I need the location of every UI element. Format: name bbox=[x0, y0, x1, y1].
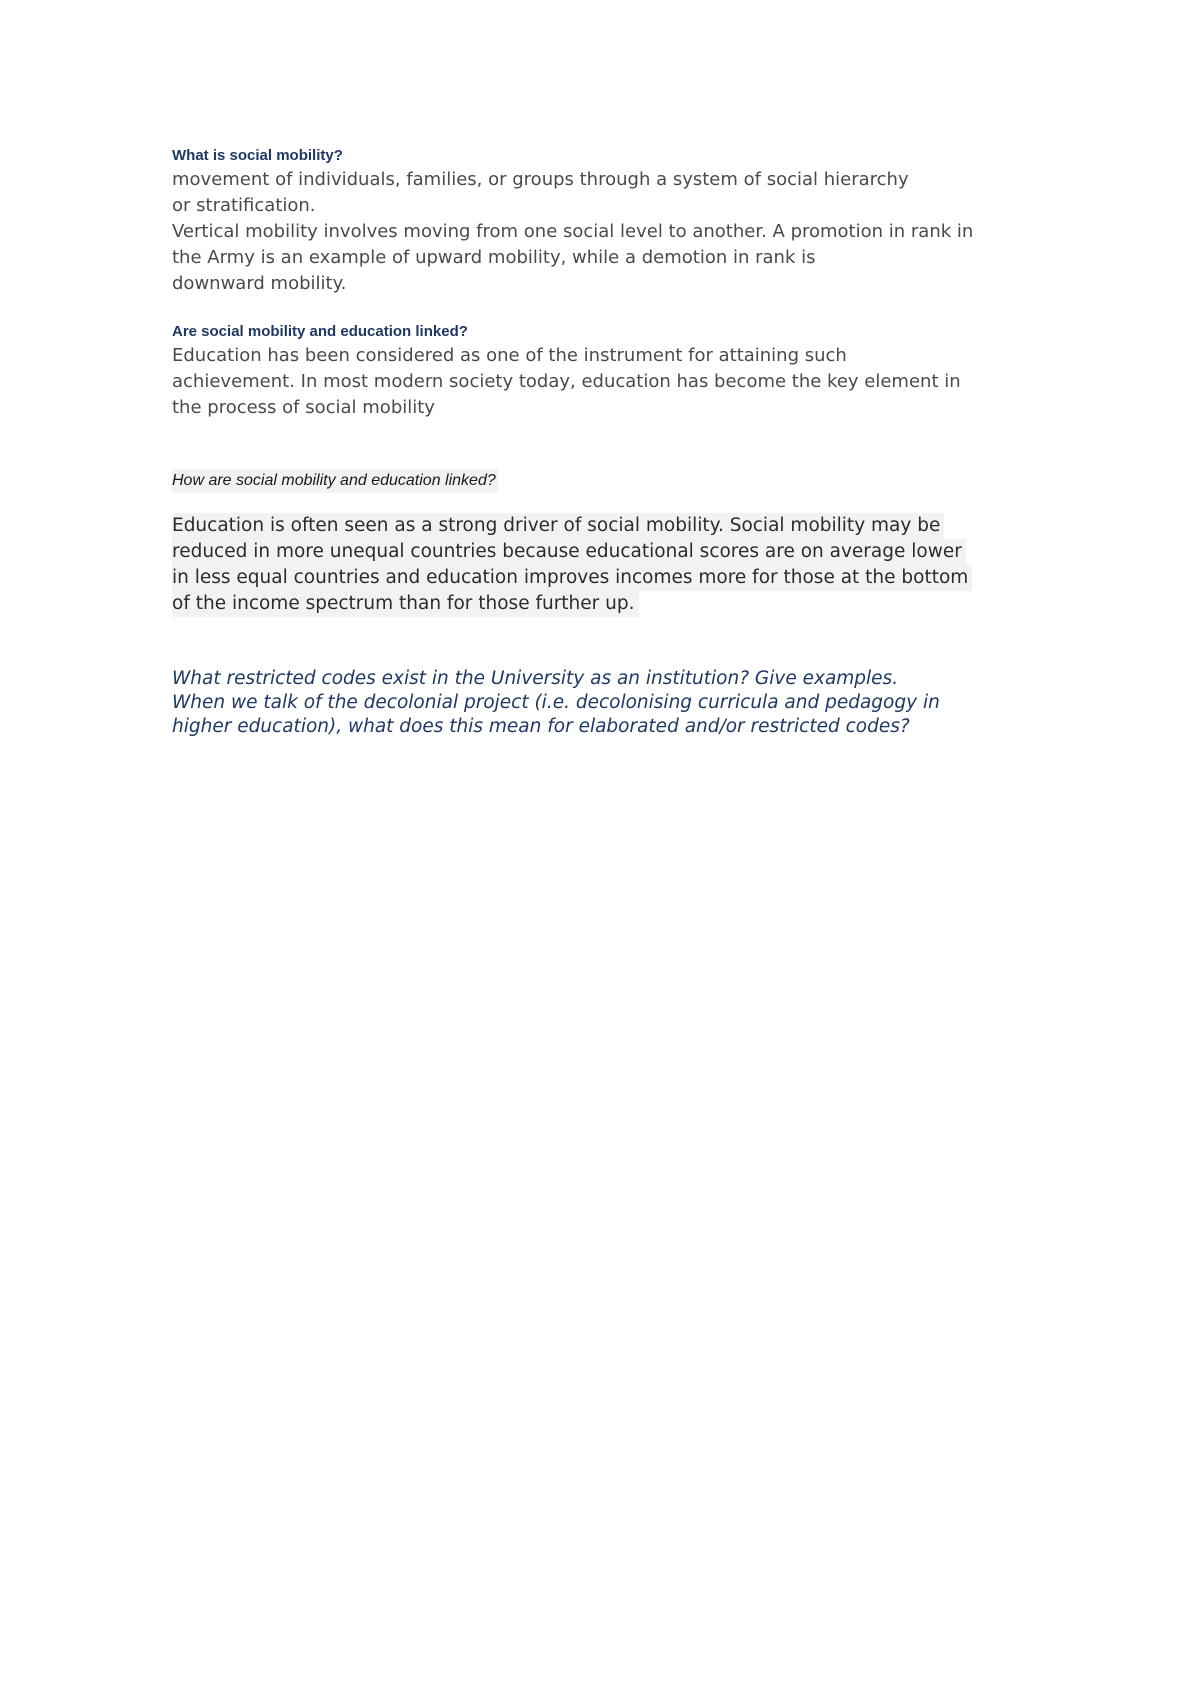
section-how-are-linked bbox=[172, 469, 1052, 617]
paragraph-line: Education has been considered as one of the instrument for attaining such bbox=[172, 345, 847, 366]
paragraph-line: or stratification. bbox=[172, 195, 316, 216]
paragraph-line: the process of social mobility bbox=[172, 397, 435, 418]
paragraph-line: downward mobility. bbox=[172, 273, 347, 294]
shaded-paragraph bbox=[172, 513, 1052, 617]
paragraph-line: Education is often seen as a strong driver of social mobility. Social mobility may be bbox=[172, 513, 944, 539]
paragraph-line: Vertical mobility involves moving from one social level to another. A promotion in rank in bbox=[172, 221, 974, 242]
paragraph-line: in less equal countries and education improves incomes more for those at the bottom bbox=[172, 565, 972, 591]
paragraph-line: movement of individuals, families, or groups through a system of social hierarchy bbox=[172, 169, 909, 190]
question-line: higher education), what does this mean for elaborated and/or restricted codes? bbox=[172, 716, 910, 737]
section-are-linked bbox=[172, 321, 1052, 421]
heading-what-is-social-mobility: What is social mobility? bbox=[172, 147, 343, 164]
section-questions bbox=[172, 667, 1052, 739]
question-line: What restricted codes exist in the University as an institution? Give examples. bbox=[172, 668, 899, 689]
paragraph-line: achievement. In most modern society today, education has become the key element in bbox=[172, 371, 961, 392]
paragraph-line: the Army is an example of upward mobility, while a demotion in rank is bbox=[172, 247, 816, 268]
paragraph-line: of the income spectrum than for those further up. bbox=[172, 591, 639, 617]
paragraph-line: reduced in more unequal countries because educational scores are on average lower bbox=[172, 539, 966, 565]
document-page bbox=[172, 145, 1052, 739]
heading-how-are-linked: How are social mobility and education linked? bbox=[172, 469, 498, 493]
heading-are-linked: Are social mobility and education linked? bbox=[172, 323, 468, 340]
question-line: When we talk of the decolonial project (i.e. decolonising curricula and pedagogy in bbox=[172, 692, 940, 713]
section-what-is-social-mobility bbox=[172, 145, 1052, 297]
